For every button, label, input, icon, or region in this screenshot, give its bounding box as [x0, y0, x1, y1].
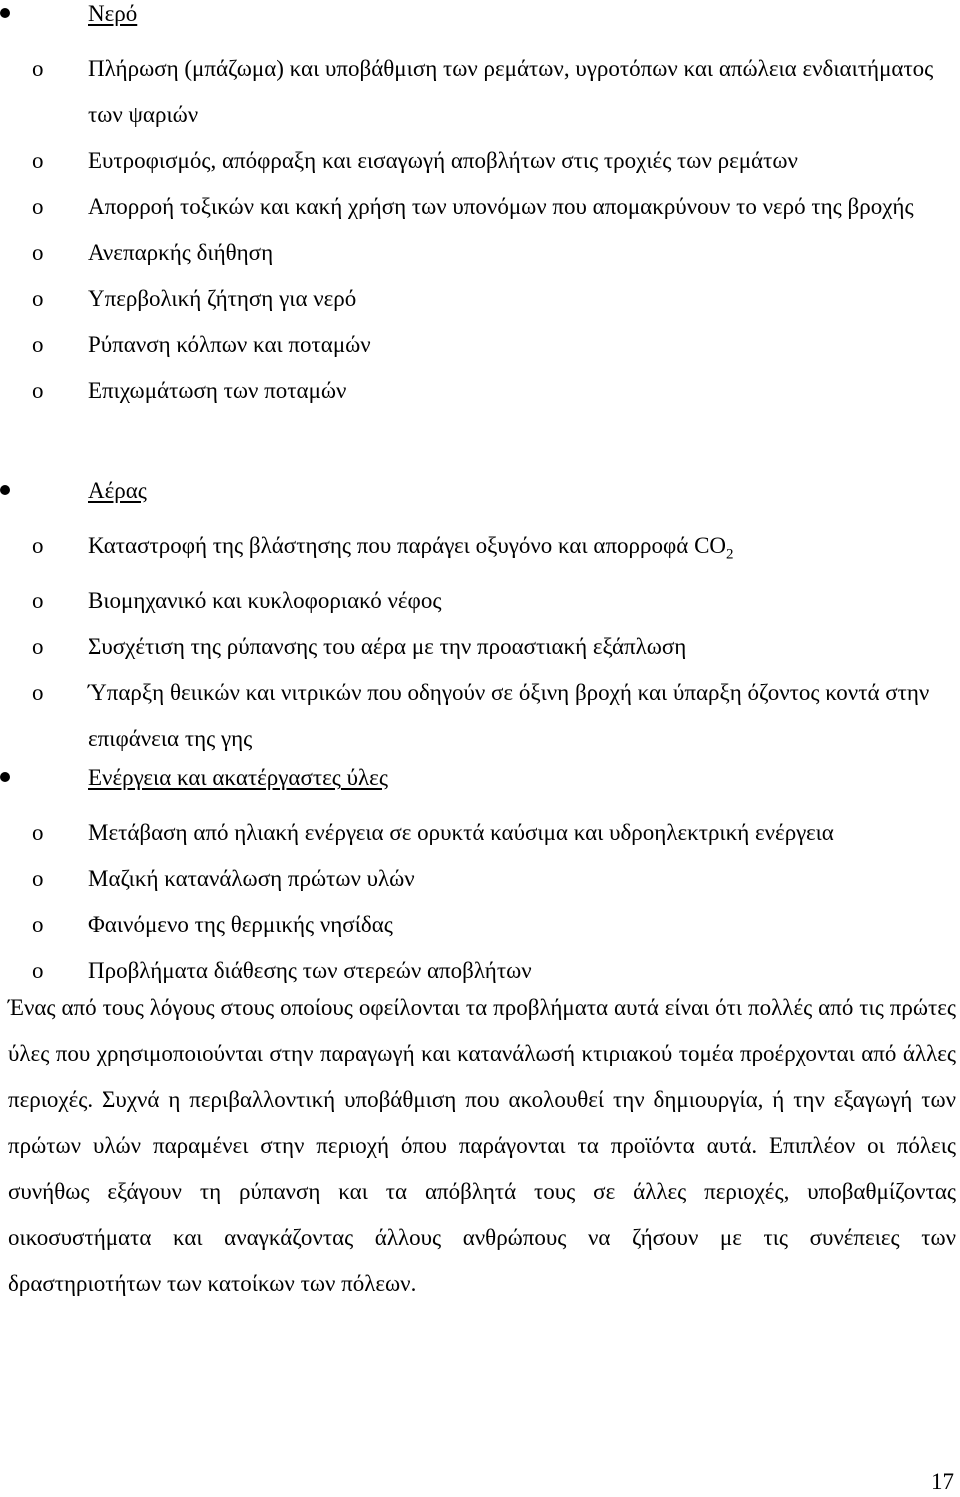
list-marker: o — [32, 820, 44, 845]
list-item — [0, 230, 960, 276]
bullet-icon — [0, 485, 10, 495]
list-item — [0, 368, 960, 414]
list-item-text: Απορροή τοξικών και κακή χρήση των υπονόμων που απομακρύνουν το νερό της βροχής — [88, 194, 914, 219]
page-number: 17 — [931, 1469, 954, 1494]
list-item — [0, 902, 960, 948]
list-item-text-main: Καταστροφή της βλάστησης που παράγει οξυγόνο και απορροφά CO — [88, 533, 727, 558]
co2-subscript: 2 — [726, 546, 734, 563]
list-marker: o — [32, 378, 44, 403]
section-heading: Ενέργεια και ακατέργαστες ύλες — [88, 765, 388, 790]
list-item-text: Προβλήματα διάθεσης των στερεών αποβλήτων — [88, 958, 532, 983]
list-item-text: Ύπαρξη θειικών και νιτρικών που οδηγούν σε όξινη βροχή και ύπαρξη όζοντος κοντά στην επιφάνεια της γης — [88, 679, 930, 751]
section-water — [0, 0, 960, 414]
section-heading: Αέρας — [88, 478, 147, 503]
section-energy — [0, 764, 960, 994]
list-item — [0, 624, 960, 670]
list-marker: o — [32, 286, 44, 311]
list-item — [0, 46, 960, 138]
list-marker: o — [32, 587, 44, 613]
list-item-text — [88, 523, 948, 578]
list-marker: o — [32, 866, 44, 891]
list-marker: o — [32, 533, 44, 558]
section-heading-row — [0, 0, 960, 46]
list-item — [0, 856, 960, 902]
list-item-text: Πλήρωση (μπάζωμα) και υποβάθμιση των ρεμάτων, υγροτόπων και απώλεια ενδιαιτήματος των ψαριών — [88, 56, 934, 127]
list-item — [0, 578, 960, 624]
list-marker: o — [32, 912, 44, 937]
list-item — [0, 276, 960, 322]
bullet-icon — [0, 772, 10, 782]
section-air — [0, 477, 960, 762]
section-heading-row — [0, 477, 960, 523]
section-heading-row — [0, 764, 960, 810]
body-paragraph: Ένας από τους λόγους στους οποίους οφείλονται τα προβλήματα αυτά είναι ότι πολλές από τις πρώτες ύλες που χρησιμοποιούνται στην παραγωγή και κατανάλωσή κτιριακού τομέα προέρχονται από άλλες περιοχές. Συχνά η περιβαλλοντική υποβάθμιση που ακολουθεί την δημιουργία, ή την εξαγωγή των πρώτων υλών παραμένει στην περιοχή όπου παράγονται τα προϊόντα αυτά. Επιπλέον οι πόλεις συνήθως εξάγουν τη ρύπανση και τα απόβλητά τους σε άλλες περιοχές, υποβαθμίζοντας οικοσυστήματα και αναγκάζοντας άλλους ανθρώπους να ζήσουν με τις συνέπειες των δραστηριοτήτων των κατοίκων των πόλεων. — [8, 995, 956, 1296]
list-item-text: Ανεπαρκής διήθηση — [88, 240, 274, 265]
list-marker: o — [32, 240, 44, 265]
list-item — [0, 184, 960, 230]
list-marker: o — [32, 679, 44, 705]
list-marker: o — [32, 56, 44, 81]
list-item-text: Φαινόμενο της θερμικής νησίδας — [88, 912, 393, 937]
list-marker: o — [32, 332, 44, 357]
list-item-text: Μαζική κατανάλωση πρώτων υλών — [88, 866, 415, 891]
list-item — [0, 138, 960, 184]
list-item-text: Επιχωμάτωση των ποταμών — [88, 378, 347, 403]
list-item-text: Ρύπανση κόλπων και ποταμών — [88, 332, 371, 357]
list-item-text: Υπερβολική ζήτηση για νερό — [88, 286, 357, 311]
list-marker: o — [32, 633, 44, 659]
list-item — [0, 670, 960, 762]
list-item-text: Μετάβαση από ηλιακή ενέργεια σε ορυκτά καύσιμα και υδροηλεκτρική ενέργεια — [88, 820, 834, 845]
list-item — [0, 322, 960, 368]
list-item-text: Βιομηχανικό και κυκλοφοριακό νέφος — [88, 587, 442, 613]
list-marker: o — [32, 194, 44, 219]
list-marker: o — [32, 148, 44, 173]
list-item — [0, 810, 960, 856]
list-item-text: Συσχέτιση της ρύπανσης του αέρα με την προαστιακή εξάπλωση — [88, 633, 687, 659]
list-item — [0, 523, 960, 578]
bullet-icon — [0, 8, 10, 18]
list-item-text: Ευτροφισμός, απόφραξη και εισαγωγή αποβλήτων στις τροχιές των ρεμάτων — [88, 148, 798, 173]
section-heading: Νερό — [88, 1, 138, 26]
list-marker: o — [32, 958, 44, 983]
